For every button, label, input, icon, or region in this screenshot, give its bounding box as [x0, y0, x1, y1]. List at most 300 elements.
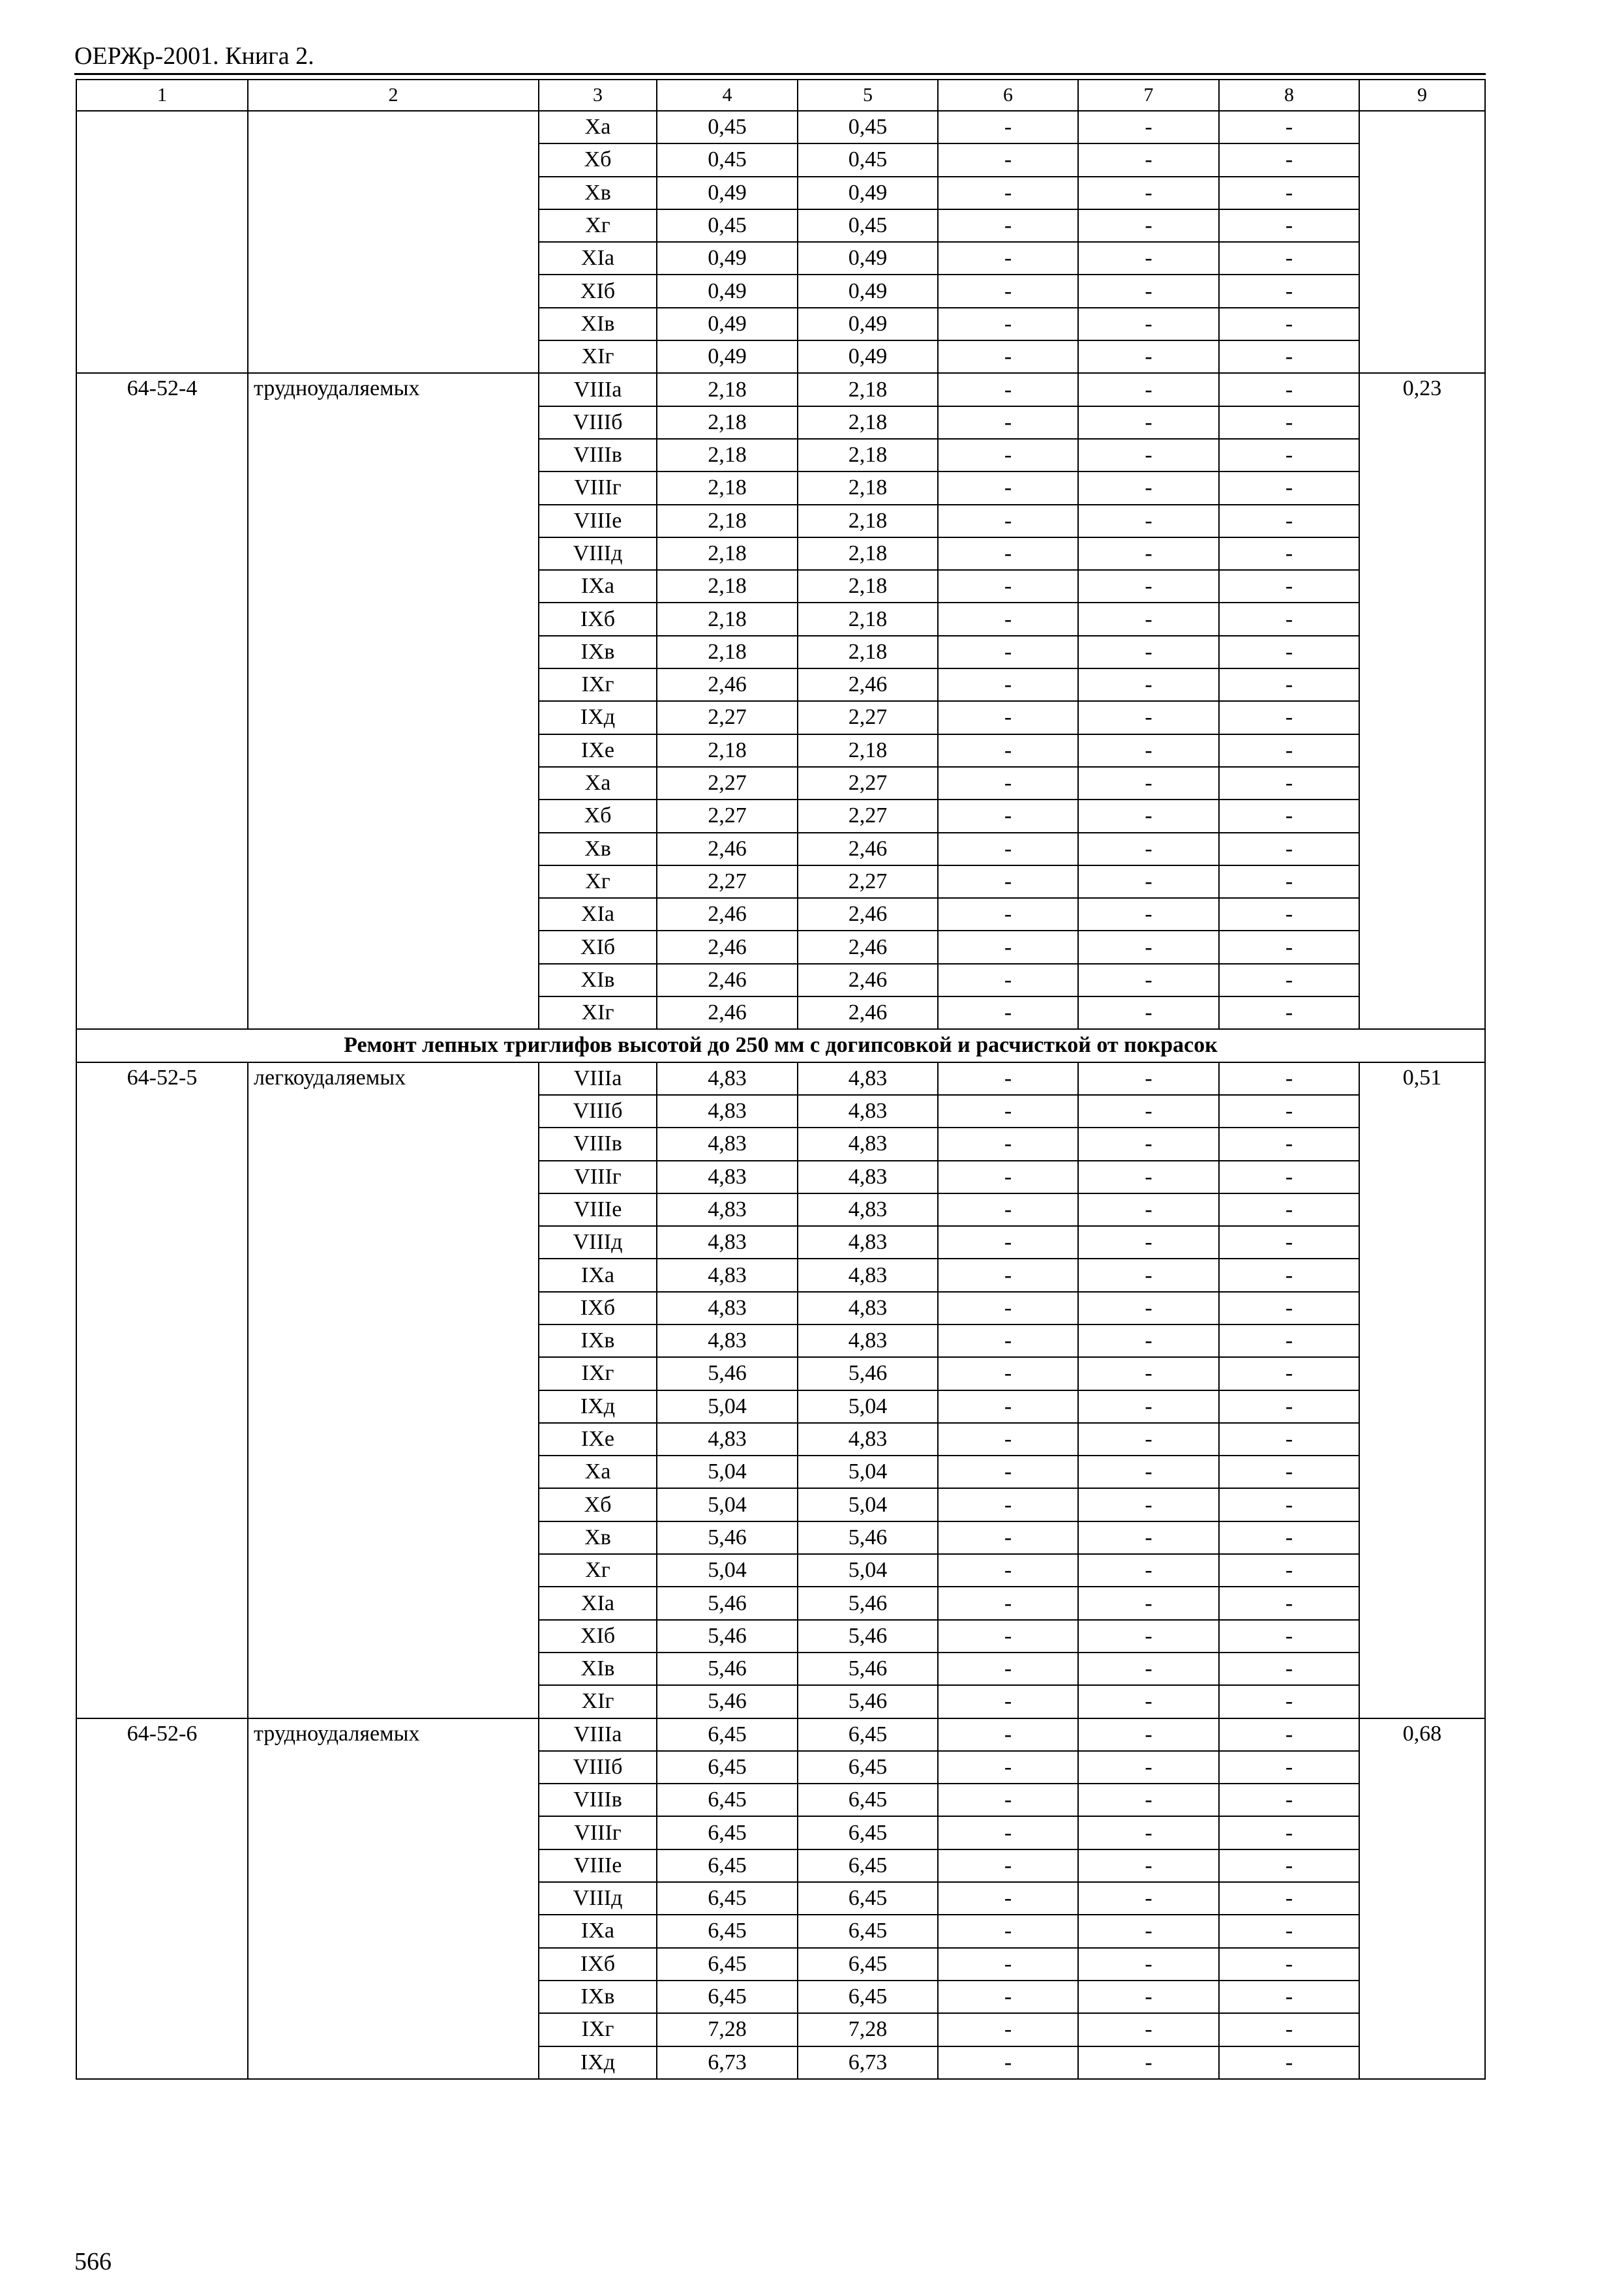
table-cell: -	[1078, 898, 1219, 931]
table-cell: -	[938, 1456, 1078, 1488]
table-cell: -	[938, 1948, 1078, 1981]
table-cell: 0,45	[798, 209, 938, 242]
table-cell: -	[938, 668, 1078, 701]
table-cell: -	[938, 1521, 1078, 1554]
table-cell: VIIIв	[539, 1784, 657, 1816]
table-cell: 6,45	[657, 1751, 798, 1784]
column-number-cell: 3	[539, 80, 657, 111]
table-cell: -	[938, 340, 1078, 373]
table-cell: 6,45	[798, 1948, 938, 1981]
table-cell: -	[938, 1128, 1078, 1160]
table-cell: -	[1219, 1948, 1359, 1981]
table-cell: -	[938, 1390, 1078, 1423]
table-cell: -	[1078, 537, 1219, 570]
table-cell: -	[1078, 1423, 1219, 1456]
table-cell: -	[938, 1620, 1078, 1653]
table-cell: -	[938, 1324, 1078, 1357]
table-cell: -	[938, 1292, 1078, 1324]
table-cell: 2,18	[798, 373, 938, 406]
page-header-title: ОЕРЖр-2001. Книга 2.	[74, 42, 314, 70]
table-cell: -	[1219, 701, 1359, 734]
table-cell: -	[938, 603, 1078, 635]
table-cell: 6,45	[657, 1948, 798, 1981]
table-cell: -	[1219, 833, 1359, 865]
table-cell: 6,45	[657, 1816, 798, 1849]
table-cell: -	[1078, 177, 1219, 209]
table-cell: 6,45	[798, 1849, 938, 1882]
table-cell: 2,46	[657, 996, 798, 1029]
table-cell: 2,27	[798, 701, 938, 734]
table-cell: -	[1219, 2046, 1359, 2079]
table-cell: -	[938, 1685, 1078, 1718]
table-cell: Xв	[539, 177, 657, 209]
table-cell: 5,46	[657, 1587, 798, 1619]
table-cell: -	[1078, 406, 1219, 439]
table-cell: -	[938, 505, 1078, 537]
table-cell: -	[938, 1587, 1078, 1619]
table-cell: XIб	[539, 275, 657, 307]
table-cell: 0,45	[657, 209, 798, 242]
table-cell: -	[1219, 1423, 1359, 1456]
table-cell: 2,18	[657, 734, 798, 767]
table-cell: 2,46	[798, 668, 938, 701]
table-cell: 2,18	[798, 406, 938, 439]
table-cell: IXг	[539, 668, 657, 701]
rate-code: 64-52-6	[76, 1718, 248, 2079]
table-cell: -	[1219, 1456, 1359, 1488]
table-cell: VIIIб	[539, 1095, 657, 1128]
table-cell: Xг	[539, 865, 657, 898]
table-cell: -	[1219, 1784, 1359, 1816]
table-cell: 5,04	[657, 1456, 798, 1488]
column-number-cell: 6	[938, 80, 1078, 111]
table-cell: -	[938, 1161, 1078, 1193]
table-cell: 5,46	[798, 1653, 938, 1685]
table-cell: -	[1219, 1915, 1359, 1947]
table-cell: IXг	[539, 2013, 657, 2046]
table-cell: 5,46	[657, 1653, 798, 1685]
column-number-cell: 4	[657, 80, 798, 111]
table-cell: -	[938, 1981, 1078, 2013]
table-cell: -	[938, 537, 1078, 570]
table-cell: 2,46	[798, 996, 938, 1029]
table-cell: -	[938, 143, 1078, 176]
table-cell: -	[1219, 275, 1359, 307]
table-cell: 6,45	[798, 1915, 938, 1947]
table-cell: -	[1219, 1816, 1359, 1849]
table-cell: -	[1078, 701, 1219, 734]
table-cell: 4,83	[798, 1062, 938, 1095]
table-row	[76, 1718, 1485, 1751]
table-cell: 2,18	[657, 636, 798, 668]
table-cell: VIIIе	[539, 1193, 657, 1226]
table-cell: -	[1078, 1751, 1219, 1784]
table-cell: -	[1219, 1226, 1359, 1259]
table-cell: 6,45	[798, 1816, 938, 1849]
table-cell: -	[1219, 668, 1359, 701]
table-cell: -	[1219, 505, 1359, 537]
table-cell: VIIIг	[539, 471, 657, 504]
table-cell: XIа	[539, 898, 657, 931]
table-cell: 6,45	[798, 1784, 938, 1816]
table-cell: 5,46	[657, 1685, 798, 1718]
table-cell: -	[1078, 1357, 1219, 1390]
table-cell: IXа	[539, 1259, 657, 1291]
table-cell: -	[938, 1423, 1078, 1456]
table-cell: -	[938, 308, 1078, 340]
table-cell: -	[1219, 1620, 1359, 1653]
table-cell: VIIIе	[539, 1849, 657, 1882]
table-cell: 2,18	[657, 471, 798, 504]
table-cell: -	[1219, 373, 1359, 406]
table-cell: 7,28	[657, 2013, 798, 2046]
table-cell: VIIIб	[539, 406, 657, 439]
table-cell: -	[1219, 406, 1359, 439]
table-cell: 2,46	[798, 931, 938, 963]
work-name: трудноудаляемых	[248, 373, 539, 1029]
table-cell: -	[1078, 865, 1219, 898]
table-cell: -	[938, 1062, 1078, 1095]
table-cell: -	[1078, 1882, 1219, 1915]
table-cell: -	[938, 1653, 1078, 1685]
table-cell: -	[1219, 603, 1359, 635]
table-cell: -	[1219, 1981, 1359, 2013]
column-number-row	[76, 80, 1485, 111]
rate-code: 64-52-5	[76, 1062, 248, 1718]
table-cell: XIг	[539, 1685, 657, 1718]
table-cell: IXе	[539, 1423, 657, 1456]
table-cell: -	[1078, 1620, 1219, 1653]
table-cell: 2,46	[657, 898, 798, 931]
table-cell: -	[1078, 242, 1219, 275]
table-cell: IXб	[539, 603, 657, 635]
work-name	[248, 111, 539, 373]
table-cell: -	[1078, 143, 1219, 176]
table-cell: 0,49	[798, 242, 938, 275]
table-cell: -	[1078, 931, 1219, 963]
norm-value: 0,68	[1359, 1718, 1485, 2079]
table-cell: 2,27	[657, 767, 798, 800]
table-cell: -	[1078, 1292, 1219, 1324]
table-cell: -	[1078, 1981, 1219, 2013]
table-cell: 4,83	[798, 1259, 938, 1291]
table-cell: -	[938, 767, 1078, 800]
table-cell: -	[938, 1816, 1078, 1849]
table-cell: 2,18	[657, 406, 798, 439]
table-cell: XIг	[539, 340, 657, 373]
table-cell: 4,83	[657, 1128, 798, 1160]
norm-value: 0,23	[1359, 373, 1485, 1029]
table-cell: 4,83	[798, 1292, 938, 1324]
table-cell: 5,46	[798, 1685, 938, 1718]
table-cell: -	[938, 701, 1078, 734]
table-cell: 4,83	[657, 1423, 798, 1456]
table-cell: -	[938, 1095, 1078, 1128]
table-cell: 0,49	[657, 275, 798, 307]
table-cell: 2,46	[798, 964, 938, 996]
table-cell: -	[1219, 1751, 1359, 1784]
table-cell: 0,45	[798, 143, 938, 176]
table-cell: -	[938, 1554, 1078, 1587]
table-cell: -	[938, 898, 1078, 931]
table-cell: -	[938, 1226, 1078, 1259]
table-cell: -	[938, 2013, 1078, 2046]
table-cell: 4,83	[798, 1226, 938, 1259]
table-cell: 2,27	[798, 767, 938, 800]
table-cell: IXа	[539, 1915, 657, 1947]
table-cell: -	[1078, 1128, 1219, 1160]
table-cell: 2,18	[798, 537, 938, 570]
table-cell: -	[1219, 2013, 1359, 2046]
table-cell: 2,46	[798, 898, 938, 931]
table-cell: -	[938, 996, 1078, 1029]
table-cell: -	[1219, 1161, 1359, 1193]
table-cell: 2,18	[798, 603, 938, 635]
table-cell: -	[938, 1784, 1078, 1816]
table-cell: 0,49	[657, 308, 798, 340]
table-cell: -	[1078, 603, 1219, 635]
table-cell: -	[1078, 275, 1219, 307]
table-cell: -	[1219, 996, 1359, 1029]
table-cell: -	[1219, 439, 1359, 471]
table-cell: 2,46	[657, 833, 798, 865]
table-cell: 0,49	[798, 275, 938, 307]
table-cell: 6,45	[657, 1784, 798, 1816]
table-cell: -	[1219, 1324, 1359, 1357]
table-cell: 5,04	[657, 1390, 798, 1423]
table-cell: 2,27	[798, 800, 938, 832]
table-cell: -	[1078, 1915, 1219, 1947]
table-cell: 4,83	[657, 1259, 798, 1291]
table-cell: -	[1219, 143, 1359, 176]
table-cell: -	[938, 406, 1078, 439]
table-cell: -	[1078, 308, 1219, 340]
table-cell: 0,49	[798, 308, 938, 340]
table-cell: -	[1078, 209, 1219, 242]
table-cell: 5,04	[798, 1390, 938, 1423]
table-cell: XIг	[539, 996, 657, 1029]
table-cell: 4,83	[798, 1095, 938, 1128]
table-cell: VIIIв	[539, 439, 657, 471]
column-number-cell: 9	[1359, 80, 1485, 111]
column-number-cell: 1	[76, 80, 248, 111]
table-cell: Xб	[539, 143, 657, 176]
table-cell: -	[1219, 1357, 1359, 1390]
table-cell: -	[1219, 537, 1359, 570]
table-cell: -	[1219, 865, 1359, 898]
table-cell: Xв	[539, 1521, 657, 1554]
table-cell: -	[1078, 1226, 1219, 1259]
table-cell: Xв	[539, 833, 657, 865]
table-cell: -	[938, 833, 1078, 865]
table-cell: 2,27	[798, 865, 938, 898]
table-cell: -	[1219, 570, 1359, 603]
table-cell: 4,83	[798, 1128, 938, 1160]
table-cell: -	[1078, 505, 1219, 537]
table-cell: 2,18	[798, 636, 938, 668]
table-row	[76, 373, 1485, 406]
table-cell: 2,18	[657, 570, 798, 603]
table-cell: -	[1219, 931, 1359, 963]
table-cell: 7,28	[798, 2013, 938, 2046]
table-cell: -	[1219, 1062, 1359, 1095]
table-cell: 4,83	[798, 1423, 938, 1456]
section-title-row	[76, 1029, 1485, 1062]
table-cell: 4,83	[798, 1324, 938, 1357]
table-cell: -	[1219, 1653, 1359, 1685]
table-cell: 5,04	[798, 1456, 938, 1488]
table-cell: -	[1078, 1784, 1219, 1816]
table-cell: -	[1219, 898, 1359, 931]
table-cell: 6,45	[657, 1882, 798, 1915]
table-cell: XIа	[539, 1587, 657, 1619]
table-cell: -	[938, 1849, 1078, 1882]
table-cell: -	[1078, 471, 1219, 504]
table-cell: 2,27	[657, 701, 798, 734]
table-cell: -	[1078, 1062, 1219, 1095]
work-name: легкоудаляемых	[248, 1062, 539, 1718]
table-cell: VIIIд	[539, 1882, 657, 1915]
table-cell: 4,83	[798, 1193, 938, 1226]
table-cell: -	[1078, 964, 1219, 996]
table-cell: 0,49	[657, 177, 798, 209]
table-cell: XIа	[539, 242, 657, 275]
table-cell: -	[1219, 177, 1359, 209]
table-cell: -	[938, 1882, 1078, 1915]
table-cell: -	[938, 1718, 1078, 1751]
table-cell: 2,18	[657, 505, 798, 537]
table-cell: IXг	[539, 1357, 657, 1390]
table-cell: 5,46	[657, 1620, 798, 1653]
table-cell: 4,83	[657, 1062, 798, 1095]
table-cell: -	[1219, 209, 1359, 242]
table-cell: -	[938, 2046, 1078, 2079]
table-cell: 2,18	[657, 439, 798, 471]
table-cell: 2,46	[798, 833, 938, 865]
table-cell: -	[938, 209, 1078, 242]
column-number-cell: 2	[248, 80, 539, 111]
table-cell: -	[1078, 2046, 1219, 2079]
rate-code	[76, 111, 248, 373]
table-cell: Xб	[539, 1488, 657, 1521]
table-cell: 6,45	[798, 1882, 938, 1915]
table-cell: 5,46	[798, 1620, 938, 1653]
table-cell: 2,46	[657, 668, 798, 701]
table-cell: -	[1078, 1456, 1219, 1488]
table-cell: -	[1078, 767, 1219, 800]
table-cell: 5,46	[798, 1587, 938, 1619]
table-cell: -	[1219, 800, 1359, 832]
table-cell: 0,49	[798, 177, 938, 209]
table-cell: IXв	[539, 1981, 657, 2013]
table-cell: -	[1219, 242, 1359, 275]
table-cell: XIв	[539, 964, 657, 996]
table-cell: 4,83	[657, 1292, 798, 1324]
table-cell: 2,18	[657, 537, 798, 570]
table-cell: -	[1078, 340, 1219, 373]
table-cell: 0,45	[657, 111, 798, 143]
table-cell: 2,27	[657, 865, 798, 898]
table-cell: -	[1078, 1390, 1219, 1423]
table-cell: -	[938, 439, 1078, 471]
table-cell: -	[1078, 668, 1219, 701]
page-number: 566	[74, 2248, 112, 2275]
table-cell: -	[1219, 1718, 1359, 1751]
table-cell: -	[1078, 1653, 1219, 1685]
table-cell: -	[938, 1259, 1078, 1291]
table-cell: -	[1219, 308, 1359, 340]
table-cell: 2,18	[798, 570, 938, 603]
table-cell: -	[1219, 1488, 1359, 1521]
table-cell: 6,73	[657, 2046, 798, 2079]
table-cell: IXв	[539, 636, 657, 668]
rates-table	[76, 79, 1486, 2080]
table-cell: 4,83	[798, 1161, 938, 1193]
table-cell: -	[1078, 1849, 1219, 1882]
table-cell: -	[1219, 1587, 1359, 1619]
table-cell: -	[1078, 1193, 1219, 1226]
table-cell: -	[1219, 1521, 1359, 1554]
table-cell: -	[1078, 1324, 1219, 1357]
table-cell: Xг	[539, 1554, 657, 1587]
table-cell: 6,45	[657, 1718, 798, 1751]
table-cell: -	[1219, 471, 1359, 504]
table-cell: XIб	[539, 931, 657, 963]
table-cell: -	[1219, 1390, 1359, 1423]
table-cell: 5,04	[798, 1554, 938, 1587]
table-cell: 0,49	[798, 340, 938, 373]
table-cell: 0,45	[657, 143, 798, 176]
table-cell: VIIIг	[539, 1161, 657, 1193]
table-cell: -	[938, 1915, 1078, 1947]
table-cell: -	[938, 1357, 1078, 1390]
table-cell: -	[1219, 1882, 1359, 1915]
table-cell: 6,45	[798, 1981, 938, 2013]
table-cell: 5,46	[798, 1521, 938, 1554]
table-cell: VIIIа	[539, 373, 657, 406]
table-cell: Xб	[539, 800, 657, 832]
table-cell: 2,18	[798, 734, 938, 767]
table-cell: Xа	[539, 767, 657, 800]
table-cell: -	[1219, 1128, 1359, 1160]
table-cell: 2,18	[657, 373, 798, 406]
table-cell: -	[1078, 1718, 1219, 1751]
table-cell: Xа	[539, 1456, 657, 1488]
table-cell: -	[1078, 570, 1219, 603]
table-cell: -	[1078, 373, 1219, 406]
table-cell: IXд	[539, 701, 657, 734]
table-cell: -	[1219, 964, 1359, 996]
table-cell: -	[1078, 800, 1219, 832]
table-cell: 6,45	[798, 1718, 938, 1751]
table-cell: 4,83	[657, 1226, 798, 1259]
table-cell: -	[938, 373, 1078, 406]
table-cell: -	[1078, 734, 1219, 767]
table-cell: 2,46	[657, 931, 798, 963]
table-cell: -	[1078, 996, 1219, 1029]
rate-code: 64-52-4	[76, 373, 248, 1029]
table-cell: 5,46	[657, 1357, 798, 1390]
table-cell: 6,45	[657, 1849, 798, 1882]
table-cell: VIIIе	[539, 505, 657, 537]
table-cell: 5,04	[657, 1488, 798, 1521]
table-cell: VIIIд	[539, 1226, 657, 1259]
table-cell: 5,04	[657, 1554, 798, 1587]
norm-value: 0,51	[1359, 1062, 1485, 1718]
table-cell: -	[938, 570, 1078, 603]
table-cell: -	[938, 111, 1078, 143]
table-cell: 2,18	[798, 439, 938, 471]
